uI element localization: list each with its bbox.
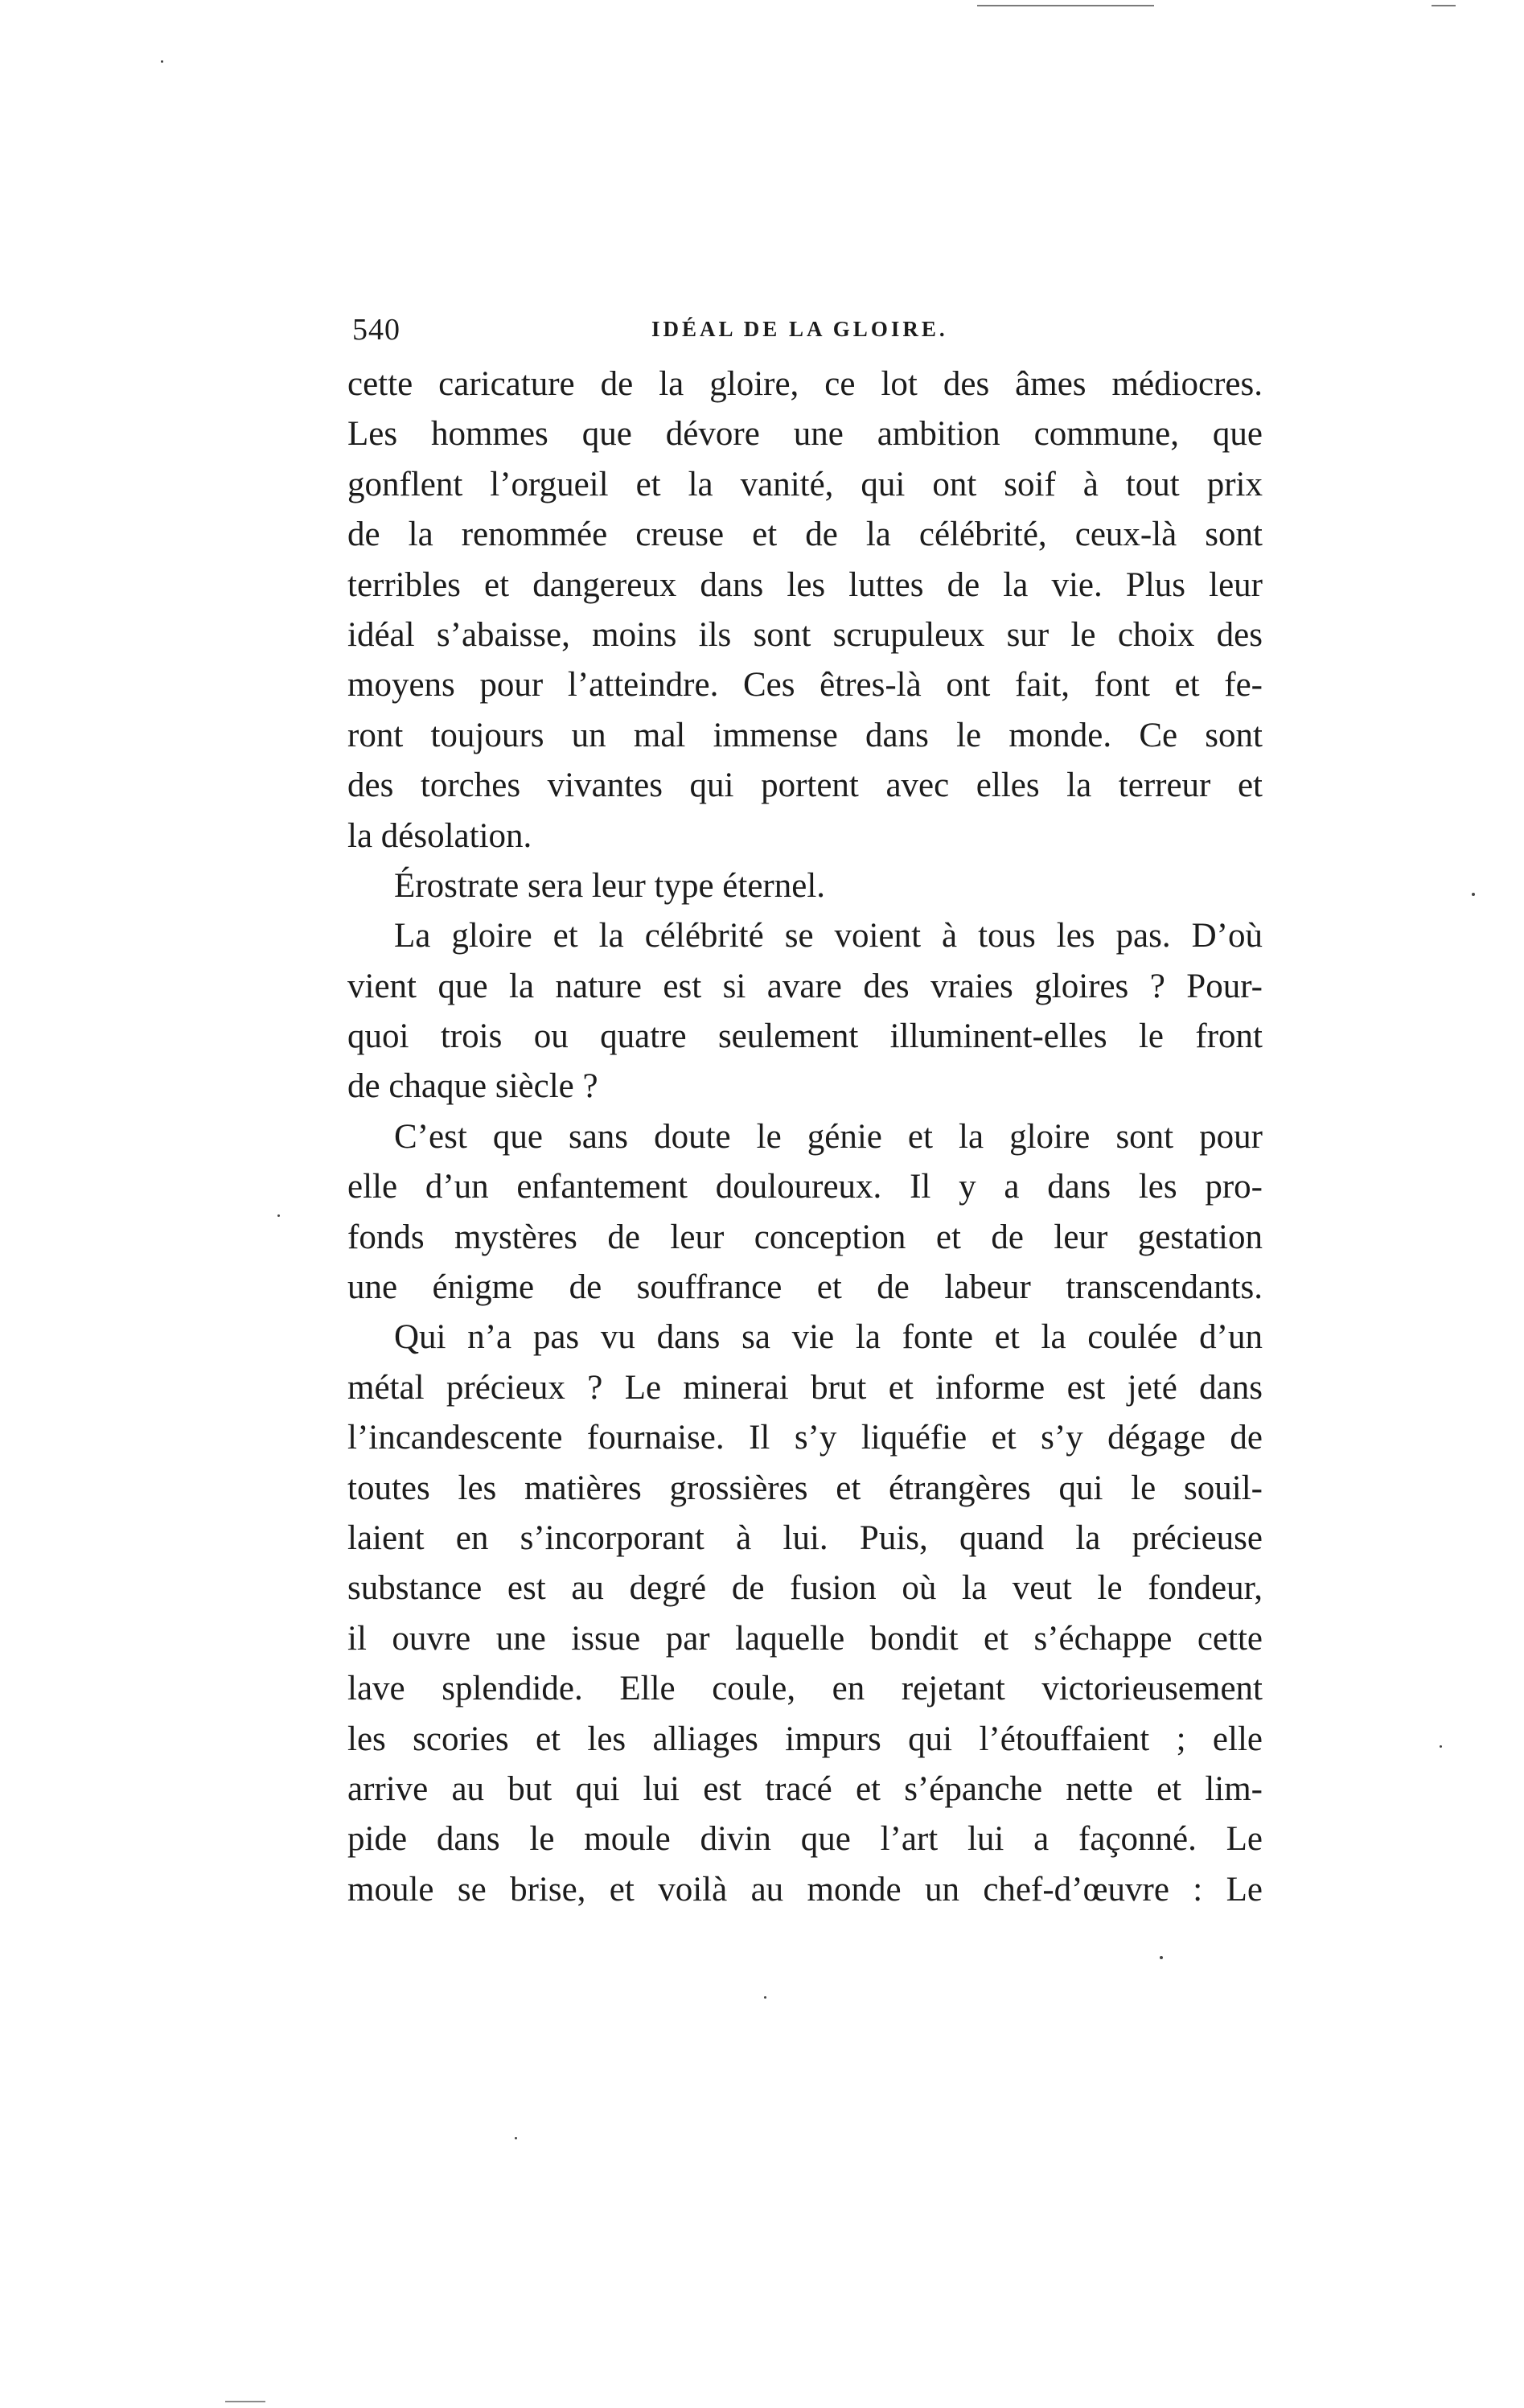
text-line: C’est que sans doute le génie et la gloire sont pour bbox=[394, 1117, 1263, 1156]
text-line: lave splendide. Elle coule, en rejetant victorieusement bbox=[347, 1670, 1263, 1708]
scan-speck bbox=[1160, 1956, 1163, 1959]
text-line: moule se brise, et voilà au monde un chef-d’œuvre : Le bbox=[347, 1870, 1263, 1909]
text-line: ront toujours un mal immense dans le monde. Ce sont bbox=[347, 716, 1263, 754]
text-line: l’incandescente fournaise. Il s’y liquéfie et s’y dégage de bbox=[347, 1419, 1263, 1457]
text-line: une énigme de souffrance et de labeur transcendants. bbox=[347, 1268, 1263, 1307]
text-line: de la renommée creuse et de la célébrité, ceux-là sont bbox=[347, 516, 1263, 554]
text-line: Érostrate sera leur type éternel. bbox=[394, 866, 826, 905]
text-line: laient en s’incorporant à lui. Puis, quand la précieuse bbox=[347, 1518, 1263, 1557]
text-line: terribles et dangereux dans les luttes de la vie. Plus leur bbox=[347, 565, 1263, 604]
text-line: quoi trois ou quatre seulement illuminent-elles le front bbox=[347, 1017, 1263, 1056]
scan-speck bbox=[764, 1996, 766, 1999]
text-line: moyens pour l’atteindre. Ces êtres-là ont fait, font et fe- bbox=[347, 666, 1263, 705]
text-line: cette caricature de la gloire, ce lot des âmes médiocres. bbox=[347, 365, 1263, 403]
scan-speck bbox=[1440, 1745, 1442, 1748]
text-line: substance est au degré de fusion où la veut le fondeur, bbox=[347, 1569, 1263, 1608]
text-line: toutes les matières grossières et étrangères qui le souil- bbox=[347, 1469, 1263, 1507]
text-line: elle d’un enfantement douloureux. Il y a dans les pro- bbox=[347, 1168, 1263, 1206]
text-line: La gloire et la célébrité se voient à tous les pas. D’où bbox=[394, 917, 1263, 955]
text-line: Les hommes que dévore une ambition commune, que bbox=[347, 415, 1263, 454]
scan-artifact-line bbox=[1432, 5, 1456, 6]
scan-artifact-line bbox=[977, 5, 1154, 6]
scan-speck bbox=[515, 2137, 517, 2139]
scan-artifact-line bbox=[225, 2401, 265, 2402]
text-line: gonflent l’orgueil et la vanité, qui ont soif à tout prix bbox=[347, 465, 1263, 503]
text-line: de chaque siècle ? bbox=[347, 1067, 598, 1106]
text-line: métal précieux ? Le minerai brut et informe est jeté dans bbox=[347, 1368, 1263, 1407]
text-line: fonds mystères de leur conception et de leur gestation bbox=[347, 1218, 1263, 1256]
text-line: arrive au but qui lui est tracé et s’épanche nette et lim- bbox=[347, 1769, 1263, 1808]
scan-speck bbox=[1472, 893, 1475, 896]
page-number: 540 bbox=[352, 313, 401, 347]
text-line: pide dans le moule divin que l’art lui a façonné. Le bbox=[347, 1820, 1263, 1859]
text-line: Qui n’a pas vu dans sa vie la fonte et la coulée d’un bbox=[394, 1318, 1263, 1357]
text-line: idéal s’abaisse, moins ils sont scrupuleux sur le choix des bbox=[347, 615, 1263, 654]
running-head bbox=[352, 312, 1259, 357]
text-line: il ouvre une issue par laquelle bondit et s’échappe cette bbox=[347, 1619, 1263, 1658]
scan-speck bbox=[161, 60, 163, 63]
scan-speck bbox=[277, 1214, 280, 1217]
text-line: des torches vivantes qui portent avec elles la terreur et bbox=[347, 766, 1263, 805]
text-line: la désolation. bbox=[347, 816, 532, 855]
text-line: les scories et les alliages impurs qui l’étouffaient ; elle bbox=[347, 1720, 1263, 1758]
body-text bbox=[347, 360, 1263, 1915]
text-line: vient que la nature est si avare des vraies gloires ? Pour- bbox=[347, 967, 1263, 1005]
running-title: IDÉAL DE LA GLOIRE. bbox=[651, 317, 948, 341]
